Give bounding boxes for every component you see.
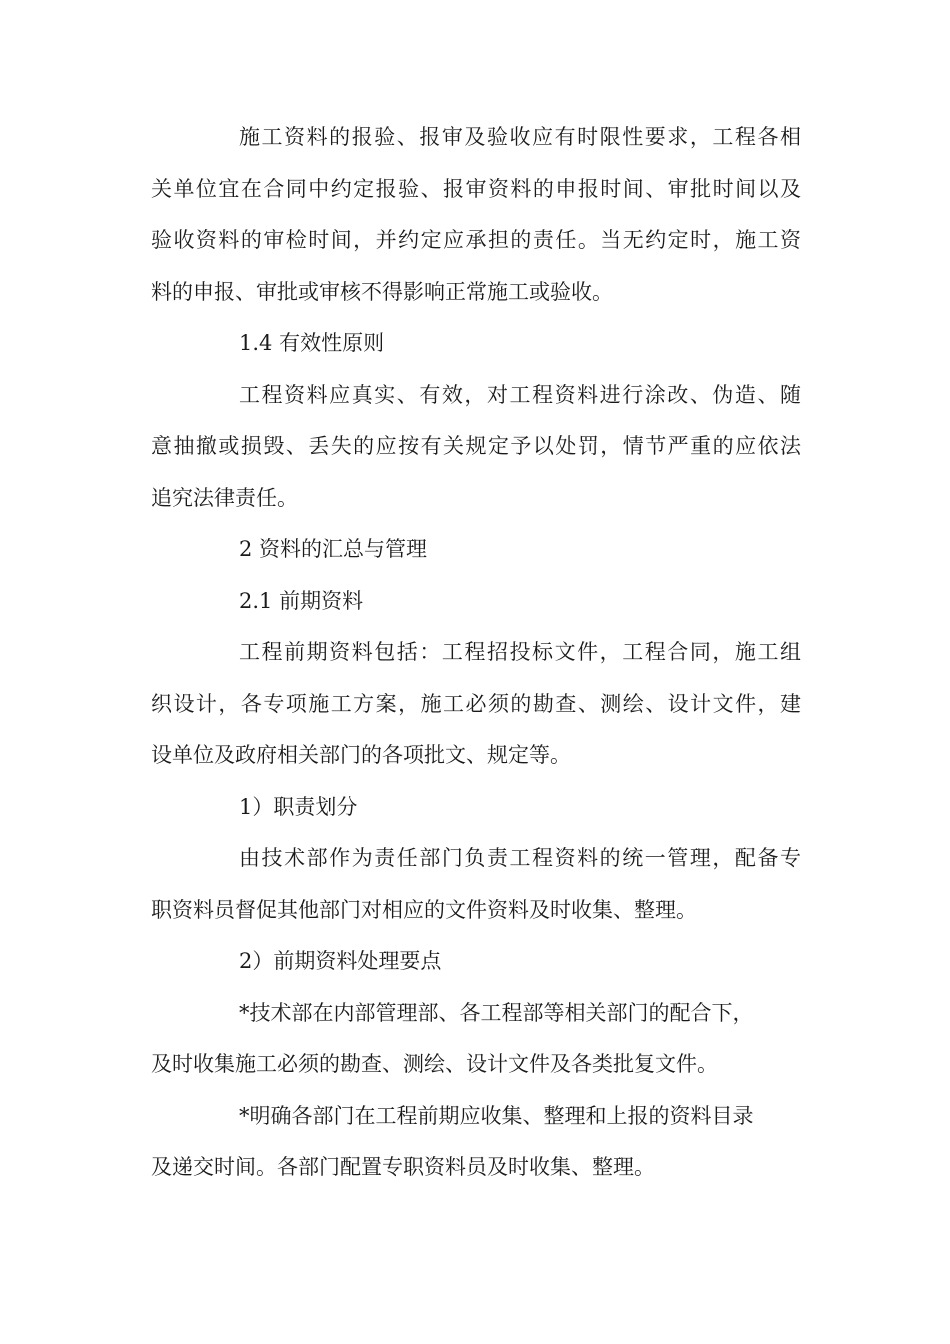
paragraph <box>151 1091 801 1194</box>
document-page <box>151 112 801 1194</box>
text-line: 关单位宜在合同中约定报验、报审资料的申报时间、审批时间以及 <box>151 176 801 201</box>
paragraph <box>151 988 801 1091</box>
text-line: 工程资料应真实、有效，对工程资料进行涂改、伪造、随 <box>239 382 801 407</box>
paragraph <box>151 627 801 782</box>
section-heading <box>151 576 801 628</box>
text-line: *明确各部门在工程前期应收集、整理和上报的资料目录 <box>239 1103 754 1128</box>
heading-text: 2）前期资料处理要点 <box>239 949 442 973</box>
text-line: 施工资料的报验、报审及验收应有时限性要求，工程各相 <box>239 125 801 149</box>
paragraph <box>151 112 801 318</box>
text-line: 织设计，各专项施工方案，施工必须的勘查、测绘、设计文件，建 <box>151 691 801 716</box>
text-line: *技术部在内部管理部、各工程部等相关部门的配合下， <box>239 1000 754 1025</box>
text-line: 由技术部作为责任部门负责工程资料的统一管理，配备专 <box>239 846 801 870</box>
text-line: 工程前期资料包括：工程招投标文件，工程合同，施工组 <box>239 640 801 664</box>
text-line: 料的申报、审批或审核不得影响正常施工或验收。 <box>151 279 613 304</box>
text-line: 验收资料的审检时间，并约定应承担的责任。当无约定时，施工资 <box>151 228 801 252</box>
heading-text: 2 资料的汇总与管理 <box>239 537 428 561</box>
subsection-heading <box>151 782 801 834</box>
subsection-heading <box>151 936 801 988</box>
paragraph <box>151 370 801 525</box>
text-line: 及递交时间。各部门配置专职资料员及时收集、整理。 <box>151 1155 655 1179</box>
section-heading <box>151 318 801 370</box>
heading-text: 2.1 前期资料 <box>239 588 364 613</box>
section-heading <box>151 524 801 576</box>
text-line: 及时收集施工必须的勘查、测绘、设计文件及各类批复文件。 <box>151 1052 718 1076</box>
heading-text: 1）职责划分 <box>239 794 358 819</box>
text-line: 追究法律责任。 <box>151 485 298 510</box>
text-line: 设单位及政府相关部门的各项批文、规定等。 <box>151 743 571 767</box>
text-line: 职资料员督促其他部门对相应的文件资料及时收集、整理。 <box>151 897 697 922</box>
paragraph <box>151 833 801 936</box>
text-line: 意抽撤或损毁、丢失的应按有关规定予以处罚，情节严重的应依法 <box>151 434 801 458</box>
heading-text: 1.4 有效性原则 <box>239 331 385 355</box>
